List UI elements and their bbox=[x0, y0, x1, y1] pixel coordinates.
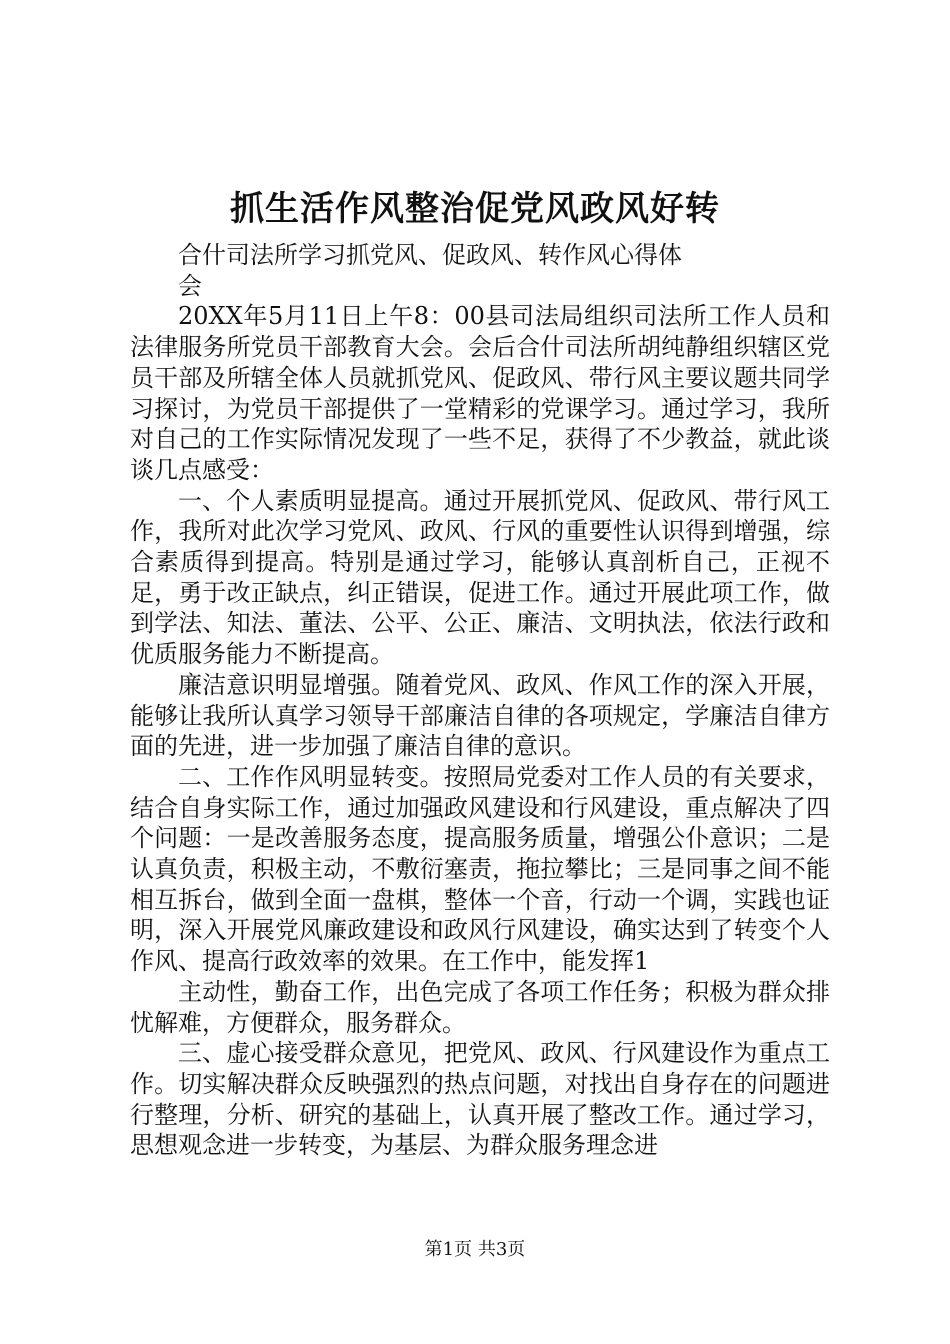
paragraph: 一、个人素质明显提高。通过开展抓党风、促政风、带行风工作，我所对此次学习党风、政风、行风的重要性认识得到增强，综合素质得到提高。特别是通过学习，能够认真剖析自己，正视不足，勇于改正缺点，纠正错误，促进工作。通过开展此项工作，做到学法、知法、董法、公平、公正、廉洁、文明执法，依法行政和优质服务能力不断提高。 bbox=[130, 486, 830, 669]
paragraph: 廉洁意识明显增强。随着党风、政风、作风工作的深入开展，能够让我所认真学习领导干部廉洁自律的各项规定，学廉洁自律方面的先进，进一步加强了廉洁自律的意识。 bbox=[130, 670, 830, 761]
paragraph: 主动性，勤奋工作，出色完成了各项工作任务；积极为群众排忧解难，方便群众，服务群众。 bbox=[130, 977, 830, 1037]
paragraph: 三、虚心接受群众意见，把党风、政风、行风建设作为重点工作。切实解决群众反映强烈的热点问题，对找出自身存在的问题进行整理，分析、研究的基础上，认真开展了整改工作。通过学习，思想观念进一步转变，为基层、为群众服务理念进 bbox=[130, 1039, 830, 1160]
document-subtitle: 合什司法所学习抓党风、促政风、转作风心得体会 bbox=[178, 241, 682, 300]
document-body bbox=[130, 240, 830, 1161]
page-number: 第1页 共3页 bbox=[424, 1239, 526, 1260]
paragraph: 二、工作作风明显转变。按照局党委对工作人员的有关要求，结合自身实际工作，通过加强政风建设和行风建设，重点解决了四个问题：一是改善服务态度，提高服务质量，增强公仆意识；二是认真负责，积极主动，不敷衍塞责，拖拉攀比；三是同事之间不能相互拆台，做到全面一盘棋，整体一个音，行动一个调，实践也证明，深入开展党风廉政建设和政风行风建设，确实达到了转变个人作风、提高行政效率的效果。在工作中，能发挥1 bbox=[130, 762, 830, 976]
document-title: 抓生活作风整治促党风政风好转 bbox=[230, 189, 720, 229]
paragraph: 20XX年5月11日上午8：00县司法局组织司法所工作人员和法律服务所党员干部教育大会。会后合什司法所胡纯静组织辖区党员干部及所辖全体人员就抓党风、促政风、带行风主要议题共同学习探讨，为党员干部提供了一堂精彩的党课学习。通过学习，我所对自己的工作实际情况发现了一些不足，获得了不少教益，就此谈谈几点感受： bbox=[130, 302, 830, 484]
